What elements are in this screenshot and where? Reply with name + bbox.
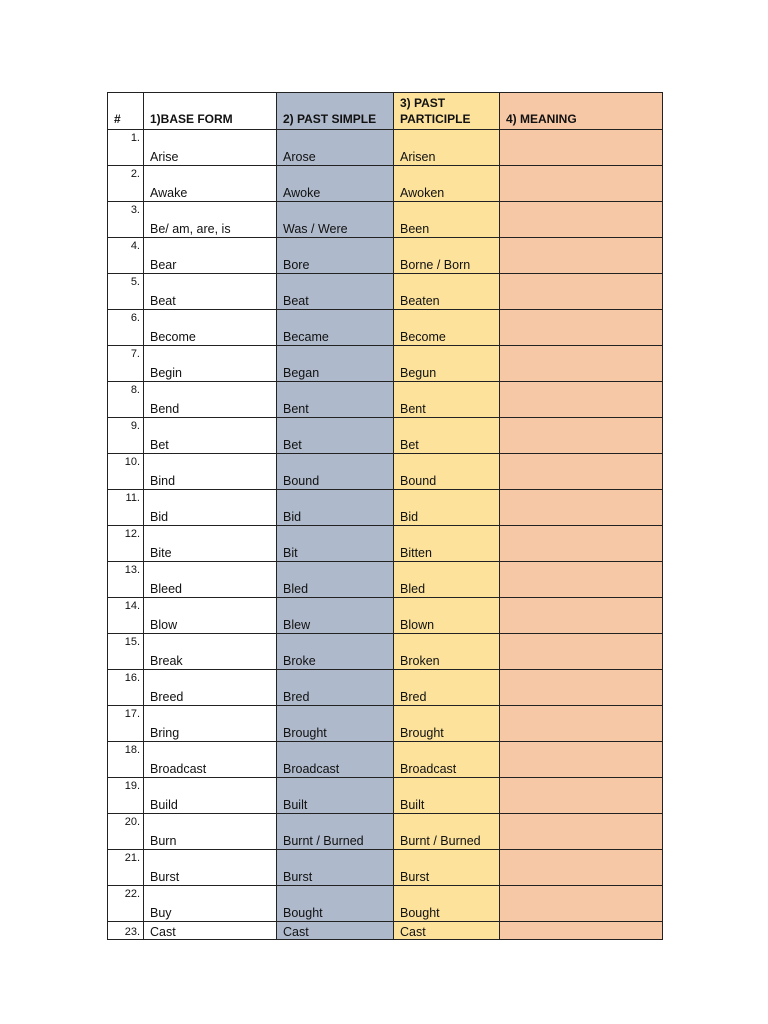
meaning-cell[interactable] bbox=[500, 130, 663, 166]
irregular-verbs-table bbox=[107, 92, 663, 940]
past-participle-cell: Bred bbox=[394, 670, 500, 706]
verb-rows bbox=[108, 130, 663, 940]
row-number: 23. bbox=[124, 926, 140, 938]
row-number: 18. bbox=[124, 744, 140, 756]
past-participle-cell: Bled bbox=[394, 562, 500, 598]
past-simple-cell: Bid bbox=[277, 490, 394, 526]
row-number: 3. bbox=[130, 204, 140, 216]
past-simple-cell: Arose bbox=[277, 130, 394, 166]
row-number: 6. bbox=[130, 312, 140, 324]
base-form-cell: Bid bbox=[144, 490, 277, 526]
past-simple-cell: Brought bbox=[277, 706, 394, 742]
table-header-row bbox=[108, 93, 663, 130]
base-form-cell: Buy bbox=[144, 886, 277, 922]
table-row bbox=[108, 130, 663, 166]
past-participle-cell: Cast bbox=[394, 922, 500, 940]
past-simple-cell: Burnt / Burned bbox=[277, 814, 394, 850]
table-row bbox=[108, 562, 663, 598]
past-simple-cell: Was / Were bbox=[277, 202, 394, 238]
base-form-cell: Bear bbox=[144, 238, 277, 274]
row-number: 8. bbox=[130, 384, 140, 396]
row-number: 22. bbox=[124, 888, 140, 900]
past-simple-cell: Bore bbox=[277, 238, 394, 274]
past-participle-cell: Burnt / Burned bbox=[394, 814, 500, 850]
past-participle-cell: Bought bbox=[394, 886, 500, 922]
table-row bbox=[108, 238, 663, 274]
base-form-cell: Be/ am, are, is bbox=[144, 202, 277, 238]
meaning-cell[interactable] bbox=[500, 454, 663, 490]
past-participle-cell: Become bbox=[394, 310, 500, 346]
past-simple-cell: Broke bbox=[277, 634, 394, 670]
table-row bbox=[108, 202, 663, 238]
row-number-cell bbox=[108, 670, 144, 706]
row-number: 13. bbox=[124, 564, 140, 576]
row-number-cell bbox=[108, 202, 144, 238]
row-number: 2. bbox=[130, 168, 140, 180]
header-number: # bbox=[108, 93, 144, 130]
meaning-cell[interactable] bbox=[500, 310, 663, 346]
row-number-cell bbox=[108, 166, 144, 202]
table-row bbox=[108, 706, 663, 742]
row-number-cell bbox=[108, 130, 144, 166]
past-participle-cell: Broadcast bbox=[394, 742, 500, 778]
past-participle-cell: Awoken bbox=[394, 166, 500, 202]
table-row bbox=[108, 346, 663, 382]
past-participle-cell: Bent bbox=[394, 382, 500, 418]
meaning-cell[interactable] bbox=[500, 526, 663, 562]
table-row bbox=[108, 418, 663, 454]
table-row bbox=[108, 598, 663, 634]
base-form-cell: Beat bbox=[144, 274, 277, 310]
row-number-cell bbox=[108, 706, 144, 742]
past-simple-cell: Blew bbox=[277, 598, 394, 634]
row-number-cell bbox=[108, 490, 144, 526]
table-row bbox=[108, 382, 663, 418]
row-number: 1. bbox=[130, 132, 140, 144]
past-simple-cell: Bought bbox=[277, 886, 394, 922]
meaning-cell[interactable] bbox=[500, 634, 663, 670]
base-form-cell: Bite bbox=[144, 526, 277, 562]
past-simple-cell: Became bbox=[277, 310, 394, 346]
meaning-cell[interactable] bbox=[500, 706, 663, 742]
header-past-simple: 2) PAST SIMPLE bbox=[277, 93, 394, 130]
past-simple-cell: Bled bbox=[277, 562, 394, 598]
meaning-cell[interactable] bbox=[500, 598, 663, 634]
row-number: 10. bbox=[124, 456, 140, 468]
past-simple-cell: Broadcast bbox=[277, 742, 394, 778]
table-row bbox=[108, 490, 663, 526]
table-row bbox=[108, 454, 663, 490]
base-form-cell: Broadcast bbox=[144, 742, 277, 778]
row-number-cell bbox=[108, 310, 144, 346]
base-form-cell: Build bbox=[144, 778, 277, 814]
row-number: 20. bbox=[124, 816, 140, 828]
meaning-cell[interactable] bbox=[500, 166, 663, 202]
row-number-cell bbox=[108, 598, 144, 634]
row-number: 15. bbox=[124, 636, 140, 648]
base-form-cell: Bleed bbox=[144, 562, 277, 598]
past-participle-cell: Been bbox=[394, 202, 500, 238]
past-participle-cell: Blown bbox=[394, 598, 500, 634]
row-number-cell bbox=[108, 634, 144, 670]
meaning-cell[interactable] bbox=[500, 490, 663, 526]
row-number-cell bbox=[108, 562, 144, 598]
row-number-cell bbox=[108, 886, 144, 922]
row-number: 12. bbox=[124, 528, 140, 540]
header-past-participle: 3) PAST PARTICIPLE bbox=[394, 93, 500, 130]
meaning-cell[interactable] bbox=[500, 562, 663, 598]
row-number: 17. bbox=[124, 708, 140, 720]
row-number-cell bbox=[108, 778, 144, 814]
row-number-cell bbox=[108, 850, 144, 886]
past-participle-cell: Bound bbox=[394, 454, 500, 490]
row-number-cell bbox=[108, 454, 144, 490]
past-participle-cell: Bitten bbox=[394, 526, 500, 562]
past-simple-cell: Beat bbox=[277, 274, 394, 310]
meaning-cell[interactable] bbox=[500, 202, 663, 238]
base-form-cell: Arise bbox=[144, 130, 277, 166]
row-number-cell bbox=[108, 238, 144, 274]
base-form-cell: Awake bbox=[144, 166, 277, 202]
base-form-cell: Breed bbox=[144, 670, 277, 706]
row-number-cell bbox=[108, 418, 144, 454]
meaning-cell[interactable] bbox=[500, 886, 663, 922]
row-number-cell bbox=[108, 274, 144, 310]
row-number-cell bbox=[108, 742, 144, 778]
meaning-cell[interactable] bbox=[500, 742, 663, 778]
table-row bbox=[108, 814, 663, 850]
header-meaning: 4) MEANING bbox=[500, 93, 663, 130]
past-simple-cell: Awoke bbox=[277, 166, 394, 202]
row-number-cell bbox=[108, 526, 144, 562]
past-participle-cell: Begun bbox=[394, 346, 500, 382]
header-base-form: 1)BASE FORM bbox=[144, 93, 277, 130]
table-row bbox=[108, 778, 663, 814]
row-number: 4. bbox=[130, 240, 140, 252]
past-simple-cell: Bit bbox=[277, 526, 394, 562]
meaning-cell[interactable] bbox=[500, 418, 663, 454]
meaning-cell[interactable] bbox=[500, 670, 663, 706]
table-row bbox=[108, 922, 663, 940]
meaning-cell[interactable] bbox=[500, 346, 663, 382]
past-participle-cell: Broken bbox=[394, 634, 500, 670]
row-number-cell bbox=[108, 346, 144, 382]
past-simple-cell: Bred bbox=[277, 670, 394, 706]
base-form-cell: Bet bbox=[144, 418, 277, 454]
past-simple-cell: Burst bbox=[277, 850, 394, 886]
row-number: 21. bbox=[124, 852, 140, 864]
table-row bbox=[108, 886, 663, 922]
base-form-cell: Break bbox=[144, 634, 277, 670]
table-row bbox=[108, 166, 663, 202]
row-number: 19. bbox=[124, 780, 140, 792]
row-number: 9. bbox=[130, 420, 140, 432]
past-simple-cell: Cast bbox=[277, 922, 394, 940]
meaning-cell[interactable] bbox=[500, 778, 663, 814]
past-participle-cell: Burst bbox=[394, 850, 500, 886]
row-number: 14. bbox=[124, 600, 140, 612]
meaning-cell[interactable] bbox=[500, 238, 663, 274]
row-number: 11. bbox=[125, 492, 140, 504]
past-participle-cell: Borne / Born bbox=[394, 238, 500, 274]
table-row bbox=[108, 526, 663, 562]
past-participle-cell: Bet bbox=[394, 418, 500, 454]
past-participle-cell: Brought bbox=[394, 706, 500, 742]
table-row bbox=[108, 634, 663, 670]
base-form-cell: Burst bbox=[144, 850, 277, 886]
table-row bbox=[108, 274, 663, 310]
meaning-cell[interactable] bbox=[500, 382, 663, 418]
base-form-cell: Bind bbox=[144, 454, 277, 490]
base-form-cell: Burn bbox=[144, 814, 277, 850]
past-simple-cell: Bet bbox=[277, 418, 394, 454]
meaning-cell[interactable] bbox=[500, 922, 663, 940]
row-number: 16. bbox=[124, 672, 140, 684]
base-form-cell: Blow bbox=[144, 598, 277, 634]
base-form-cell: Bring bbox=[144, 706, 277, 742]
base-form-cell: Bend bbox=[144, 382, 277, 418]
past-simple-cell: Began bbox=[277, 346, 394, 382]
table-row bbox=[108, 670, 663, 706]
past-participle-cell: Beaten bbox=[394, 274, 500, 310]
past-simple-cell: Bound bbox=[277, 454, 394, 490]
base-form-cell: Become bbox=[144, 310, 277, 346]
row-number-cell bbox=[108, 922, 144, 940]
table-row bbox=[108, 742, 663, 778]
row-number: 5. bbox=[130, 276, 140, 288]
past-participle-cell: Bid bbox=[394, 490, 500, 526]
row-number: 7. bbox=[130, 348, 140, 360]
meaning-cell[interactable] bbox=[500, 814, 663, 850]
past-simple-cell: Built bbox=[277, 778, 394, 814]
base-form-cell: Begin bbox=[144, 346, 277, 382]
past-participle-cell: Arisen bbox=[394, 130, 500, 166]
past-participle-cell: Built bbox=[394, 778, 500, 814]
base-form-cell: Cast bbox=[144, 922, 277, 940]
meaning-cell[interactable] bbox=[500, 850, 663, 886]
meaning-cell[interactable] bbox=[500, 274, 663, 310]
row-number-cell bbox=[108, 382, 144, 418]
row-number-cell bbox=[108, 814, 144, 850]
table-row bbox=[108, 850, 663, 886]
table-row bbox=[108, 310, 663, 346]
past-simple-cell: Bent bbox=[277, 382, 394, 418]
